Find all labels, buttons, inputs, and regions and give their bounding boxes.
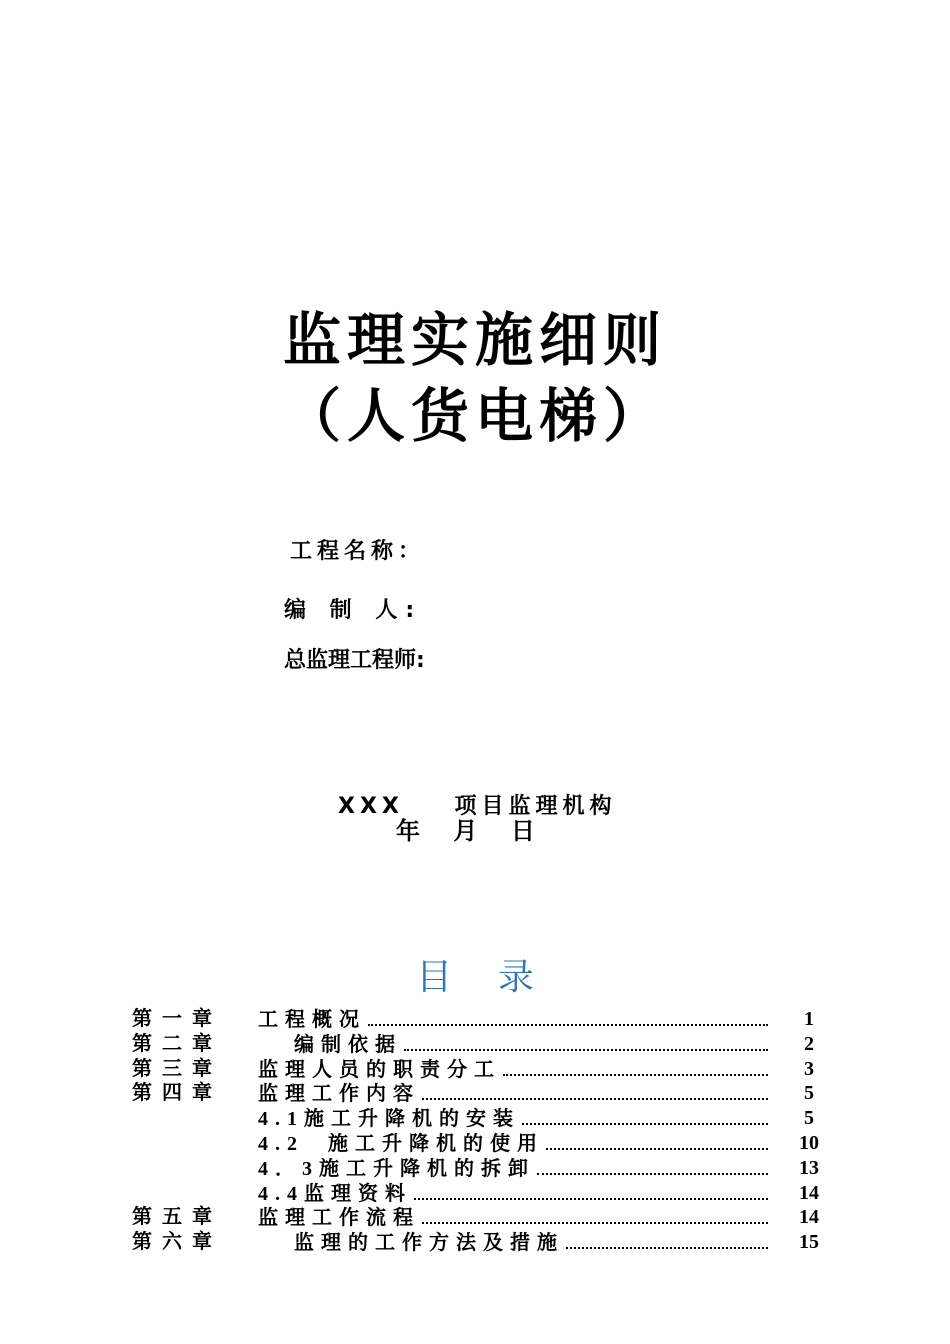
toc-dot-leader	[546, 1131, 768, 1150]
toc-chapter-label: 第四章	[132, 1082, 222, 1105]
toc-entry[interactable]	[132, 1156, 832, 1181]
toc-entry[interactable]	[132, 1106, 832, 1131]
toc-title-area	[258, 1156, 768, 1181]
toc-dot-leader	[422, 1205, 768, 1224]
toc-entry[interactable]	[132, 1032, 832, 1057]
toc-dot-leader	[368, 1007, 768, 1026]
toc-title-area	[258, 1205, 768, 1230]
toc-title-area	[258, 1057, 768, 1082]
toc-page-number: 14	[799, 1181, 819, 1204]
toc-title-area	[258, 1230, 768, 1255]
toc-entry[interactable]	[132, 1057, 832, 1082]
toc-entry-title: 监理工作内容	[258, 1083, 420, 1106]
toc-entry-title: 监理人员的职责分工	[258, 1058, 501, 1081]
toc-entry[interactable]	[132, 1230, 832, 1255]
toc-page-number: 10	[799, 1131, 819, 1154]
toc-title-area	[258, 1007, 768, 1032]
toc-dot-leader	[414, 1181, 768, 1200]
toc-entry[interactable]	[132, 1131, 832, 1156]
toc-page-number: 5	[804, 1107, 814, 1130]
toc-entry[interactable]	[132, 1007, 832, 1032]
toc-entry-title: 编制依据	[258, 1033, 402, 1056]
toc-title-area	[258, 1106, 768, 1131]
toc-entry-title: 监理工作流程	[258, 1207, 420, 1230]
editor-label: 编 制 人:	[284, 598, 423, 623]
toc-dot-leader	[537, 1156, 768, 1175]
toc-dot-leader	[422, 1081, 768, 1100]
toc-page-number: 14	[799, 1206, 819, 1229]
date-line: 年 月 日	[396, 817, 535, 845]
toc-chapter-label: 第六章	[132, 1231, 222, 1254]
toc-title-area	[258, 1181, 768, 1206]
toc-entry[interactable]	[132, 1181, 832, 1206]
toc-entry[interactable]	[132, 1081, 832, 1106]
toc-chapter-label: 第一章	[132, 1008, 222, 1030]
toc-page-number: 3	[804, 1057, 814, 1080]
toc-entry-title: 4．3施工升降机的拆卸	[258, 1157, 535, 1180]
toc-title-area	[258, 1081, 768, 1106]
project-name-label: 工程名称：	[290, 539, 426, 564]
toc-page-number: 2	[804, 1032, 814, 1055]
toc-page-number: 1	[804, 1008, 814, 1030]
toc-dot-leader	[566, 1230, 768, 1249]
toc-entry-title: 监理的工作方法及措施	[258, 1232, 564, 1255]
table-of-contents	[132, 1007, 832, 1255]
document-subtitle: （人货电梯）	[282, 382, 667, 450]
toc-entry-title: 4.4监理资料	[258, 1182, 412, 1205]
toc-heading: 目 录	[416, 957, 534, 998]
toc-dot-leader	[503, 1057, 768, 1076]
document-title: 监理实施细则	[282, 306, 667, 374]
toc-entry-title: 4.2 施工升降机的使用	[258, 1132, 544, 1155]
chief-engineer-label: 总监理工程师:	[284, 648, 425, 673]
toc-entry-title: 工程概况	[258, 1009, 366, 1031]
toc-dot-leader	[404, 1032, 768, 1051]
toc-chapter-label: 第三章	[132, 1057, 222, 1080]
toc-title-area	[258, 1032, 768, 1057]
toc-chapter-label: 第五章	[132, 1206, 222, 1229]
toc-entry[interactable]	[132, 1205, 832, 1230]
toc-page-number: 13	[799, 1156, 819, 1179]
organization-name: XXX 项目监理机构	[338, 794, 617, 819]
toc-title-area	[258, 1131, 768, 1156]
toc-page-number: 15	[799, 1231, 819, 1254]
toc-page-number: 5	[804, 1082, 814, 1105]
toc-dot-leader	[522, 1106, 768, 1125]
toc-entry-title: 4.1施工升降机的安装	[258, 1108, 520, 1131]
toc-chapter-label: 第二章	[132, 1032, 222, 1055]
